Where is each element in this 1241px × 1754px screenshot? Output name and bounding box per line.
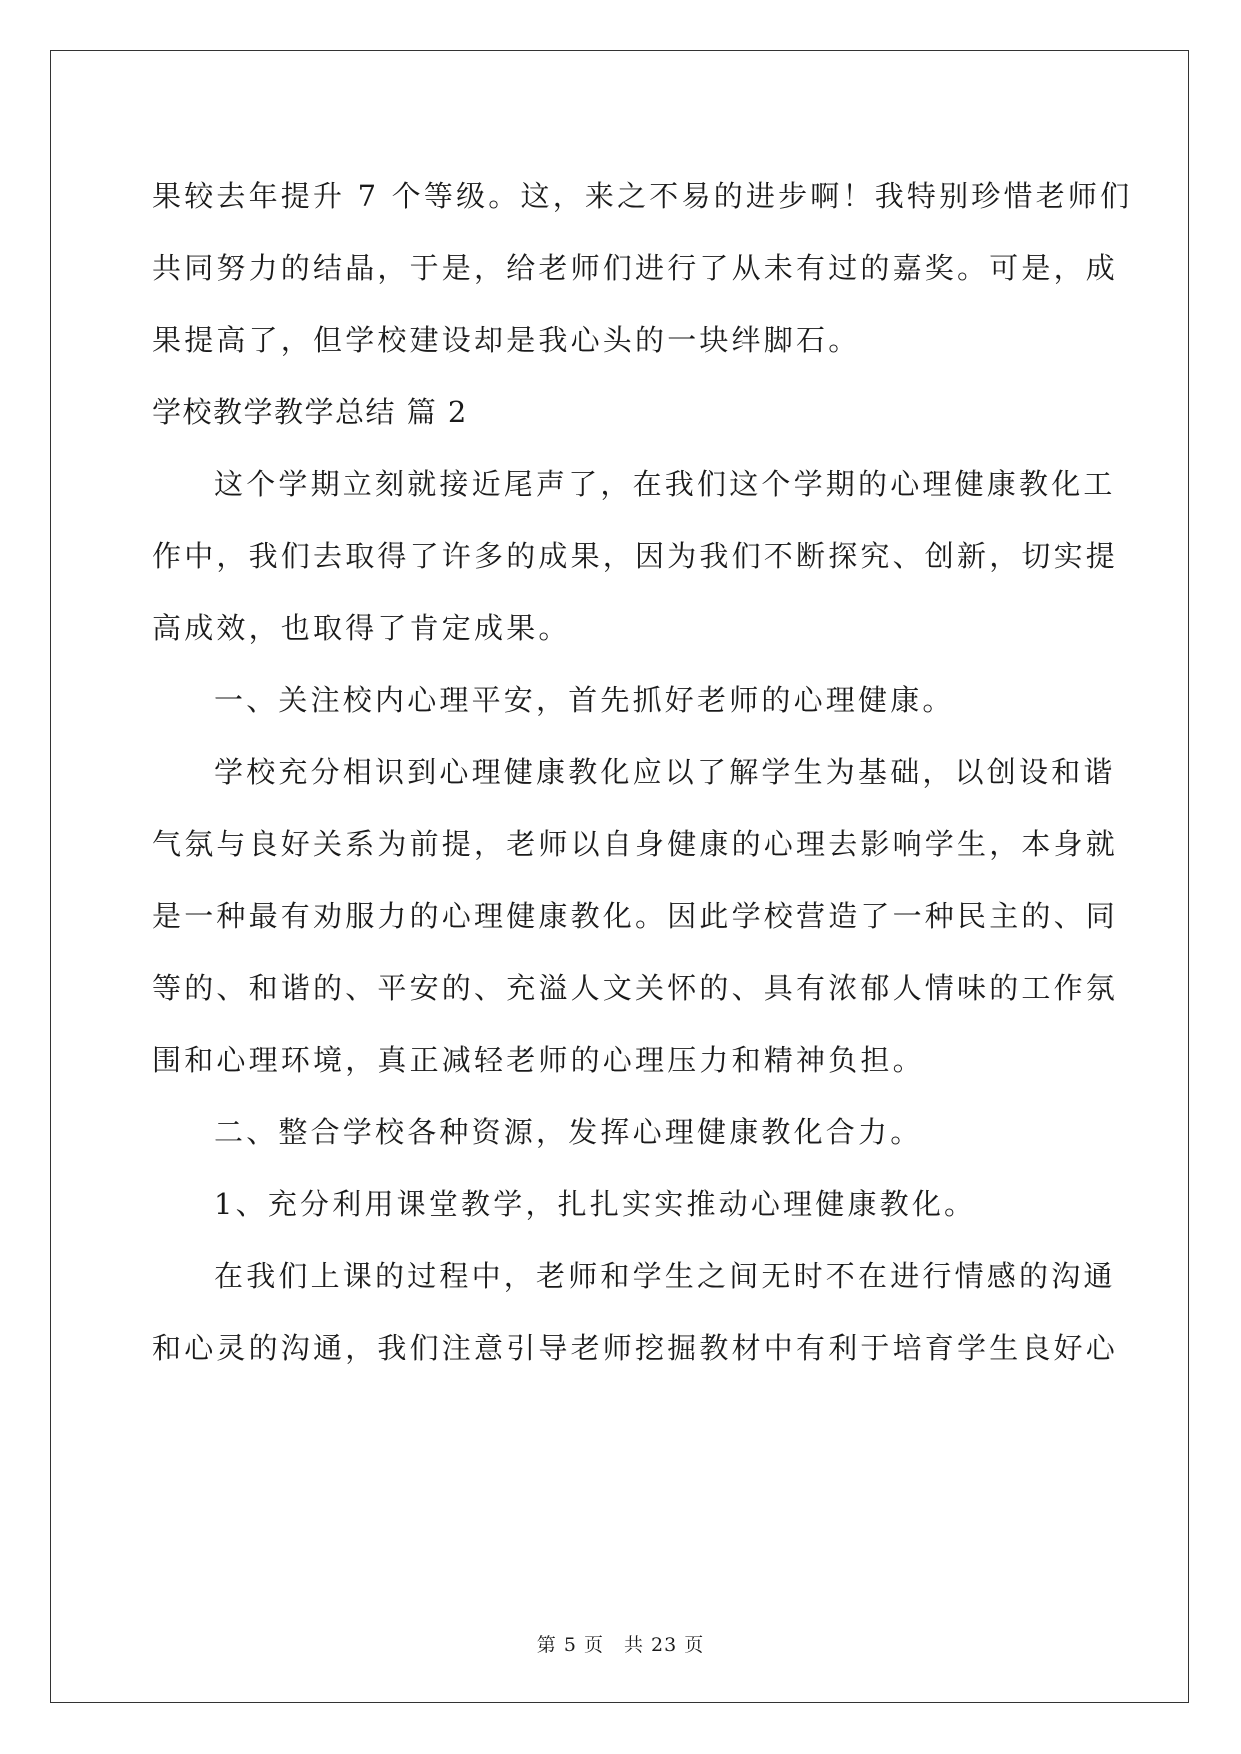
text-line: 围和心理环境，真正减轻老师的心理压力和精神负担。 [152, 1043, 925, 1077]
text-line: 共同努力的结晶，于是，给老师们进行了从未有过的嘉奖。可是，成 [152, 251, 1119, 285]
text-line: 这个学期立刻就接近尾声了，在我们这个学期的心理健康教化工 [214, 467, 1116, 501]
text-line: 在我们上课的过程中，老师和学生之间无时不在进行情感的沟通 [214, 1259, 1116, 1293]
text-line: 果较去年提升 7 个等级。这，来之不易的进步啊！我特别珍惜老师们 [152, 179, 1133, 213]
text-line: 作中，我们去取得了许多的成果，因为我们不断探究、创新，切实提 [152, 539, 1119, 573]
text-line: 二、整合学校各种资源，发挥心理健康教化合力。 [214, 1115, 923, 1149]
text-line: 气氛与良好关系为前提，老师以自身健康的心理去影响学生，本身就 [152, 827, 1119, 861]
text-line: 高成效，也取得了肯定成果。 [152, 611, 571, 645]
page-number-footer: 第 5 页 共 23 页 [536, 1634, 705, 1656]
text-line: 和心灵的沟通，我们注意引导老师挖掘教材中有利于培育学生良好心 [152, 1331, 1119, 1365]
text-line: 是一种最有劝服力的心理健康教化。因此学校营造了一种民主的、同 [152, 899, 1119, 933]
text-line: 一、关注校内心理平安，首先抓好老师的心理健康。 [214, 683, 955, 717]
section-heading: 学校教学教学总结 篇 2 [152, 395, 468, 429]
text-line: 等的、和谐的、平安的、充溢人文关怀的、具有浓郁人情味的工作氛 [152, 971, 1119, 1005]
text-line: 果提高了，但学校建设却是我心头的一块绊脚石。 [152, 323, 861, 357]
text-line: 学校充分相识到心理健康教化应以了解学生为基础，以创设和谐 [214, 755, 1116, 789]
text-line: 1、充分利用课堂教学，扎扎实实推动心理健康教化。 [214, 1187, 977, 1221]
document-body [152, 160, 1133, 1384]
